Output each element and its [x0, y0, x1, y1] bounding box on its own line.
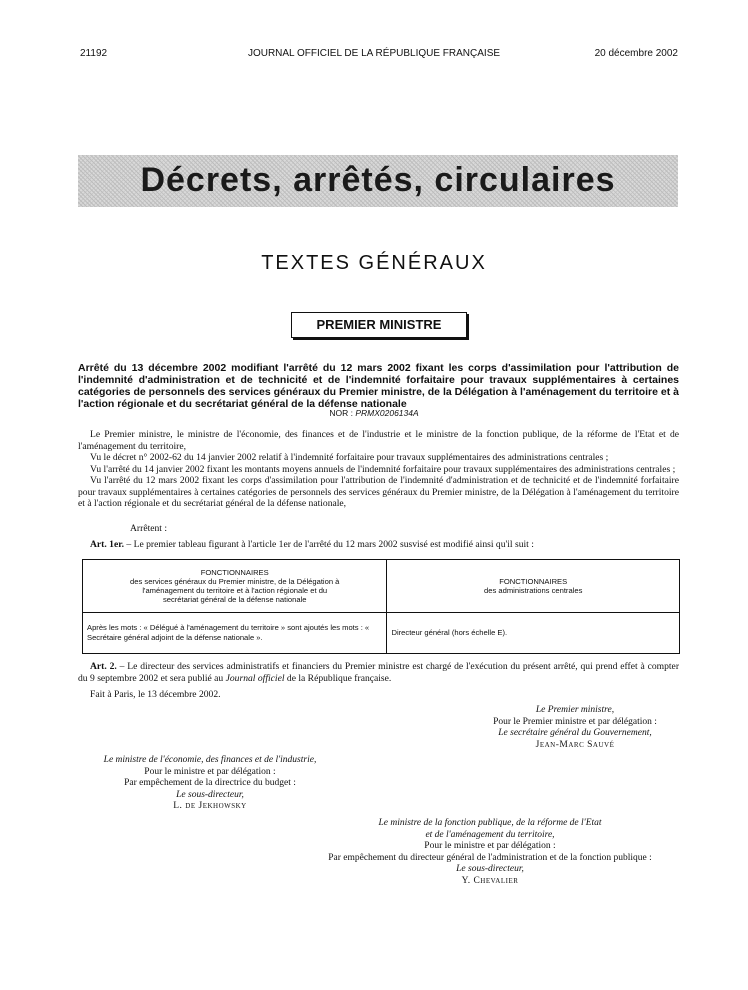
fait-a-paris	[78, 689, 679, 701]
signature-ministre-fonction-publique	[298, 818, 682, 887]
arretent: Arrêtent :	[130, 523, 168, 534]
journal-officiel: Journal officiel	[225, 672, 285, 684]
table-header-cell	[387, 560, 680, 613]
sig-line: Le secrétaire général du Gouvernement,	[498, 728, 652, 738]
preamble-paragraph: Le Premier ministre, le ministre de l'économie, des finances et de l'industrie et le ministre de la fonction publique, de la réforme de l'Etat et de l'aménagement du territoire,	[78, 429, 679, 452]
section-banner	[78, 155, 678, 207]
sig-title: Le Premier ministre,	[535, 705, 615, 715]
table-header-cell	[83, 560, 387, 613]
table-cell: Après les mots : « Délégué à l'aménagement du territoire » sont ajoutés les mots : « Secrétaire général adjoint de la défense nationale ».	[83, 613, 387, 654]
article-1	[78, 539, 679, 551]
nor-code: PRMX0206134A	[355, 408, 419, 418]
article-1-label: Art. 1er.	[90, 539, 125, 550]
signature-premier-ministre	[470, 705, 680, 751]
table-header-row	[83, 560, 680, 613]
sig-title: Le ministre de la fonction publique, de la réforme de l'Etat	[378, 818, 602, 828]
ministry-label: PREMIER MINISTRE	[291, 312, 467, 338]
signature-ministre-economie	[80, 755, 340, 813]
article-2	[78, 661, 679, 684]
sig-line: Pour le Premier ministre et par délégation :	[493, 716, 657, 727]
signatory-name: L. de Jekhowsky	[173, 801, 247, 811]
arrete-title: Arrêté du 13 décembre 2002 modifiant l'arrêté du 12 mars 2002 fixant les corps d'assimilation pour l'attribution de l'indemnité d'administration et de technicité et de l'indemnité forfaitaire pour travaux supplémentaires à certaines catégories de personnels des services généraux du Premier ministre, de la Délégation à l'aménagement du territoire et à l'action régionale et du secrétariat général de la défense nationale	[78, 362, 679, 410]
sig-line: Le sous-directeur,	[456, 864, 524, 874]
preamble-paragraph: Vu l'arrêté du 12 mars 2002 fixant les corps d'assimilation pour l'attribution de l'indemnité d'administration et de technicité et de l'indemnité forfaitaire pour travaux supplémentaires à certaines catégories de personnels des services généraux du Premier ministre, de la Délégation à l'aménagement du territoire et à l'action régionale et du secrétariat général de la défense nationale,	[78, 475, 679, 509]
sig-line: Par empêchement du directeur général de l'administration et de la fonction publique :	[328, 852, 652, 863]
article-2-label: Art. 2.	[90, 661, 117, 672]
table-cell: Directeur général (hors échelle E).	[387, 613, 680, 654]
header-subtitle: des services généraux du Premier ministre, de la Délégation à l'aménagement du territoire et à l'action régionale et du secrétariat général de la défense nationale	[130, 577, 340, 604]
preamble-paragraph: Vu l'arrêté du 14 janvier 2002 fixant les montants moyens annuels de l'indemnité forfaitaire pour travaux supplémentaires des administrations centrales ;	[90, 463, 676, 475]
header-subtitle: des administrations centrales	[484, 586, 583, 595]
banner-title: Décrets, arrêtés, circulaires	[140, 161, 616, 199]
issue-date: 20 décembre 2002	[594, 48, 678, 59]
sig-line: Par empêchement de la directrice du budget :	[124, 778, 296, 788]
article-1-text: – Le premier tableau figurant à l'article 1er de l'arrêté du 12 mars 2002 susvisé est modifié ainsi qu'il suit :	[126, 539, 534, 550]
page-number: 21192	[80, 48, 108, 59]
article-2-text-end: de la République française.	[286, 672, 392, 684]
nor-reference	[0, 408, 748, 418]
article-2-text: – Le directeur des services administratifs et financiers du Premier ministre est chargé de l'exécution du présent arrêté, qui prend effet à compter du 9 septembre 2002 et sera publié au	[78, 661, 680, 684]
section-title: TEXTES GÉNÉRAUX	[261, 252, 487, 274]
table-row	[83, 613, 680, 654]
fait-text: Fait à Paris, le 13 décembre 2002.	[90, 689, 221, 700]
nor-label: NOR :	[329, 408, 353, 418]
sig-title: Le ministre de l'économie, des finances et de l'industrie,	[103, 755, 317, 765]
preamble	[78, 429, 679, 510]
header-title: FONCTIONNAIRES	[200, 568, 269, 577]
signatory-name: Y. Chevalier	[461, 875, 519, 886]
sig-line: Pour le ministre et par délégation :	[144, 766, 276, 777]
sig-line: Le sous-directeur,	[176, 789, 244, 800]
assimilation-table	[82, 559, 680, 654]
signatory-name: Jean-Marc Sauvé	[535, 739, 615, 750]
header-title: FONCTIONNAIRES	[499, 577, 568, 586]
sig-line: Pour le ministre et par délégation :	[424, 841, 556, 851]
journal-title: JOURNAL OFFICIEL DE LA RÉPUBLIQUE FRANÇAISE	[247, 48, 501, 59]
preamble-paragraph: Vu le décret n° 2002-62 du 14 janvier 2002 relatif à l'indemnité forfaitaire pour travaux supplémentaires des administrations centrales ;	[90, 452, 609, 463]
sig-title: et de l'aménagement du territoire,	[425, 829, 555, 840]
